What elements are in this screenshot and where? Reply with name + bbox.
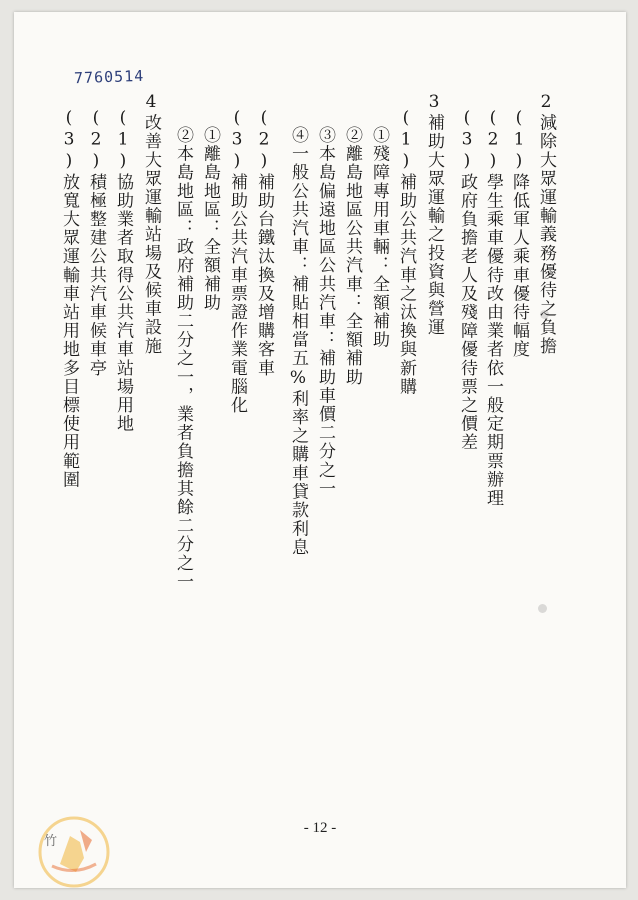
paper-smudge: [538, 604, 547, 613]
item-3-1-a: ①殘障專用車輛：全額補助: [369, 126, 389, 350]
page-number: - 12 -: [303, 820, 337, 836]
item-3-3-a: ①離島地區：全額補助: [200, 126, 220, 312]
item-2-2: (2)學生乘車優待改由業者依一般定期票辦理: [483, 108, 503, 508]
item-3-3: (3)補助公共汽車票證作業電腦化: [227, 108, 247, 415]
item-2-heading: 2減除大眾運輸義務優待之負擔: [536, 92, 556, 356]
item-4-2: (2)積極整建公共汽車候車亭: [86, 108, 106, 378]
item-4-3: (3)放寬大眾運輸車站用地多目標使用範圍: [59, 108, 79, 489]
item-4-heading: 4改善大眾運輸站場及候車設施: [141, 92, 161, 356]
item-4-1: (1)協助業者取得公共汽車站場用地: [113, 108, 133, 434]
archive-logo-icon: [34, 812, 114, 892]
item-2-1: (1)降低軍人乘車優待幅度: [509, 108, 529, 359]
document-stamp-number: 7760514: [73, 66, 145, 88]
item-3-3-b: ②本島地區：政府補助二分之一，業者負擔其餘二分之一: [173, 126, 193, 591]
document-page: [14, 12, 626, 888]
item-3-1-d: ④一般公共汽車：補貼相當五%利率之購車貸款利息: [288, 126, 308, 557]
item-3-heading: 3補助大眾運輸之投資與營運: [424, 92, 444, 337]
handwritten-mark: 竹: [44, 834, 58, 849]
item-3-1-c: ③本島偏遠地區公共汽車：補助車價二分之一: [315, 126, 335, 498]
item-3-1: (1)補助公共汽車之汰換與新購: [396, 108, 416, 396]
item-3-2: (2)補助台鐵汰換及增購客車: [254, 108, 274, 378]
item-2-3: (3)政府負擔老人及殘障優待票之價差: [457, 108, 477, 452]
item-3-1-b: ②離島地區公共汽車：全額補助: [342, 126, 362, 387]
paper-smudge: [540, 310, 549, 319]
